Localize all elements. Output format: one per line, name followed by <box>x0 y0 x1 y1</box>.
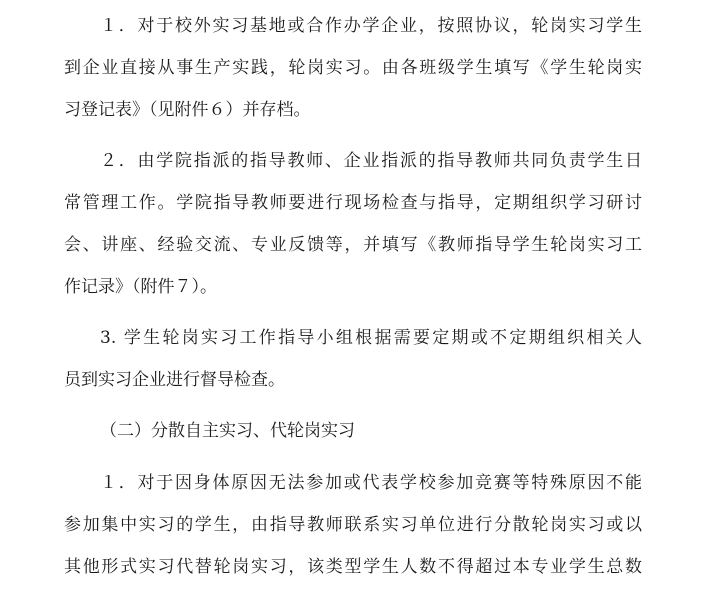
paragraph-4-line-3: 其他形式实习代替轮岗实习，该类型学生人数不得超过本专业学生总数 <box>64 557 642 577</box>
paragraph-2-line-3: 会、讲座、经验交流、专业反馈等，并填写《教师指导学生轮岗实习工 <box>64 235 642 255</box>
paragraph-1-line-1: １．对于校外实习基地或合作办学企业，按照协议，轮岗实习学生 <box>100 16 642 36</box>
paragraph-2-line-1: ２．由学院指派的指导教师、企业指派的指导教师共同负责学生日 <box>100 151 642 171</box>
paragraph-2-line-2: 常管理工作。学院指导教师要进行现场检查与指导，定期组织学习研讨 <box>64 193 642 213</box>
paragraph-1-line-3: 习登记表》（见附件６）并存档。 <box>64 100 311 120</box>
paragraph-4-line-2: 参加集中实习的学生，由指导教师联系实习单位进行分散轮岗实习或以 <box>64 515 642 535</box>
paragraph-3-line-2: 员到实习企业进行督导检查。 <box>64 370 285 390</box>
paragraph-4-line-1: １．对于因身体原因无法参加或代表学校参加竞赛等特殊原因不能 <box>100 473 642 493</box>
paragraph-3-line-1: 3. 学生轮岗实习工作指导小组根据需要定期或不定期组织相关人 <box>100 328 642 348</box>
paragraph-1-line-2: 到企业直接从事生产实践，轮岗实习。由各班级学生填写《学生轮岗实 <box>64 58 642 78</box>
paragraph-2-line-4: 作记录》（附件７）。 <box>64 277 217 297</box>
section-heading: （二）分散自主实习、代轮岗实习 <box>100 421 355 441</box>
